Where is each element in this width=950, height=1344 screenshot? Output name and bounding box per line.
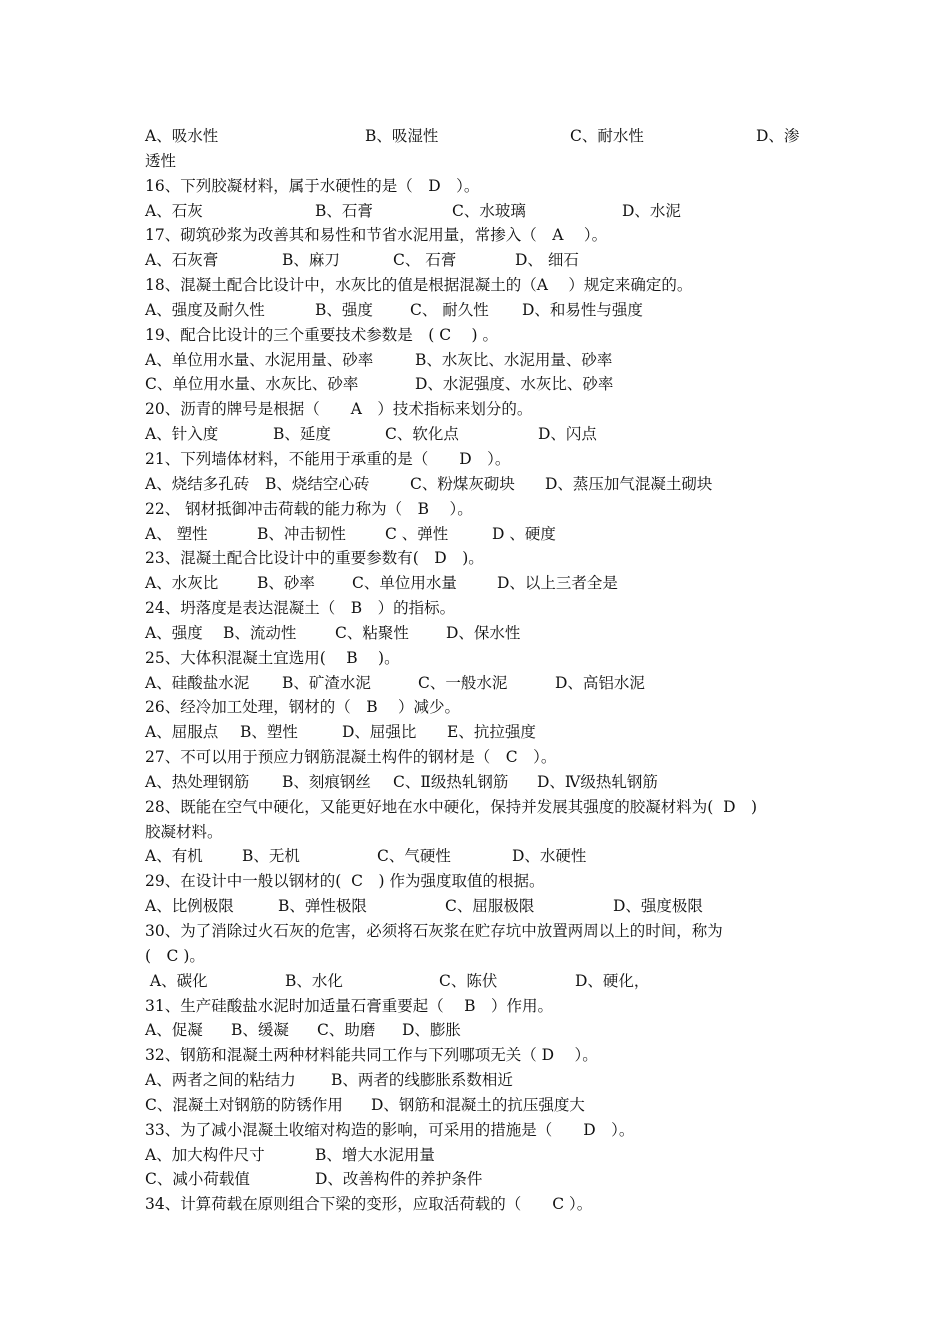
question-text-line: 18、混凝土配合比设计中，水灰比的值是根据混凝土的（A ）规定来确定的。 xyxy=(145,276,693,295)
question-text-line: 21、下列墙体材料，不能用于承重的是（ D ）。 xyxy=(145,449,511,468)
question-text-line: 20、沥青的牌号是根据（ A ）技术指标来划分的。 xyxy=(145,400,533,419)
answer-options-line xyxy=(145,522,810,547)
answer-option: A、屈服点 xyxy=(145,723,219,742)
answer-option: C、一般水泥 xyxy=(418,673,508,692)
answer-option: D、Ⅳ级热轧钢筋 xyxy=(537,772,658,791)
answer-option: D、水硬性 xyxy=(512,847,587,866)
question-text-line: 19、配合比设计的三个重要技术参数是 ( C ) 。 xyxy=(145,325,498,344)
answer-option: C、粘聚性 xyxy=(335,623,409,642)
answer-option: B、缓凝 xyxy=(231,1021,289,1040)
answer-option: B、水灰比、水泥用量、砂率 xyxy=(415,350,613,369)
answer-option: C、助磨 xyxy=(317,1021,376,1040)
answer-option: A、吸水性 xyxy=(145,127,219,145)
answer-option: C、单位用水量、水灰比、砂率 xyxy=(145,375,359,394)
answer-option: A、强度及耐久性 xyxy=(145,300,265,319)
question-text-line: ( C )。 xyxy=(145,946,205,965)
answer-options-line xyxy=(145,1068,810,1093)
question-text-line: 27、不可以用于预应力钢筋混凝土构件的钢材是（ C ）。 xyxy=(145,748,557,767)
answer-options-line xyxy=(145,1018,810,1043)
answer-option: A、热处理钢筋 xyxy=(145,772,250,791)
answer-options-line xyxy=(145,348,810,373)
answer-options-line xyxy=(145,770,810,795)
answer-option: D、蒸压加气混凝土砌块 xyxy=(545,474,713,493)
answer-option: B、强度 xyxy=(315,300,373,319)
answer-option: A、有机 xyxy=(145,847,203,866)
answer-option: B、增大水泥用量 xyxy=(315,1145,435,1164)
answer-option: B、烧结空心砖 xyxy=(265,474,370,493)
answer-option: D 、硬度 xyxy=(492,524,556,543)
question-text-line: 32、钢筋和混凝土两种材料能共同工作与下列哪项无关（ D ）。 xyxy=(145,1046,598,1065)
answer-option: C、软化点 xyxy=(385,425,459,444)
answer-options-line xyxy=(145,298,810,323)
question-text-line: 22、 钢材抵御冲击荷载的能力称为（ B ）。 xyxy=(145,499,473,518)
answer-option: B、延度 xyxy=(273,425,331,444)
question-text-line: 16、下列胶凝材料，属于水硬性的是（ D ）。 xyxy=(145,176,480,195)
answer-options-line xyxy=(145,1167,810,1192)
answer-option: E、抗拉强度 xyxy=(447,723,536,742)
answer-option: B、石膏 xyxy=(315,201,373,220)
answer-option: C、陈伏 xyxy=(439,971,498,990)
answer-option: C、屈服极限 xyxy=(445,897,535,916)
answer-option: C、 石膏 xyxy=(393,251,457,270)
answer-option: D、保水性 xyxy=(446,623,521,642)
answer-option: D、 细石 xyxy=(515,251,579,270)
answer-option: A、两者之间的粘结力 xyxy=(145,1071,296,1090)
answer-option: D、硬化， xyxy=(575,971,650,990)
question-text-line: 23、混凝土配合比设计中的重要参数有( D )。 xyxy=(145,549,484,568)
answer-options-line xyxy=(145,199,810,224)
question-text-line: 25、大体积混凝土宜选用( B )。 xyxy=(145,648,400,667)
answer-option: B、塑性 xyxy=(240,723,298,742)
answer-option: C、Ⅱ级热轧钢筋 xyxy=(393,772,509,791)
answer-option: A、碳化 xyxy=(145,971,208,990)
answer-option: D、水泥强度、水灰比、砂率 xyxy=(415,375,614,394)
answer-option: C 、弹性 xyxy=(385,524,449,543)
answer-option: A、比例极限 xyxy=(145,897,234,916)
question-text-line: 29、在设计中一般以钢材的( C ) 作为强度取值的根据。 xyxy=(145,872,545,891)
answer-option: A、加大构件尺寸 xyxy=(145,1145,265,1164)
answer-option: D、渗 xyxy=(756,127,800,145)
answer-option: D、闪点 xyxy=(538,425,597,444)
answer-option: D、屈强比 xyxy=(342,723,417,742)
answer-option: B、无机 xyxy=(242,847,300,866)
answer-option: C、耐水性 xyxy=(570,127,644,145)
answer-option: D、强度极限 xyxy=(613,897,703,916)
answer-option: B、麻刀 xyxy=(282,251,340,270)
answer-option: A、烧结多孔砖 xyxy=(145,474,250,493)
question-text-line: 33、为了减小混凝土收缩对构造的影响，可采用的措施是（ D ）。 xyxy=(145,1120,635,1139)
answer-option: A、单位用水量、水泥用量、砂率 xyxy=(145,350,374,369)
answer-option: A、硅酸盐水泥 xyxy=(145,673,250,692)
answer-options-line xyxy=(145,372,810,397)
answer-options-line xyxy=(145,720,810,745)
answer-options-line xyxy=(145,124,810,149)
answer-option: C、水玻璃 xyxy=(452,201,526,220)
answer-option: C、粉煤灰砌块 xyxy=(410,474,515,493)
answer-option: C、单位用水量 xyxy=(352,574,457,593)
answer-option: A、石灰膏 xyxy=(145,251,219,270)
answer-option: B、吸湿性 xyxy=(365,127,439,145)
answer-option: B、水化 xyxy=(285,971,343,990)
answer-option: C、减小荷载值 xyxy=(145,1170,250,1189)
answer-option: A、水灰比 xyxy=(145,574,219,593)
answer-option: B、矿渣水泥 xyxy=(282,673,371,692)
answer-options-line xyxy=(145,1093,810,1118)
question-text-line: 31、生产硅酸盐水泥时加适量石膏重要起（ B ）作用。 xyxy=(145,996,554,1015)
answer-option: D、改善构件的养护条件 xyxy=(315,1170,483,1189)
answer-option: D、和易性与强度 xyxy=(522,300,643,319)
answer-option: B、冲击韧性 xyxy=(257,524,346,543)
answer-option: D、高铝水泥 xyxy=(555,673,645,692)
answer-option: A、 塑性 xyxy=(145,524,208,543)
answer-option: C、 耐久性 xyxy=(410,300,489,319)
answer-options-line xyxy=(145,621,810,646)
answer-options-line xyxy=(145,671,810,696)
answer-options-line xyxy=(145,422,810,447)
answer-option: D、膨胀 xyxy=(402,1021,461,1040)
answer-option: C、气硬性 xyxy=(377,847,451,866)
question-text-line: 34、计算荷载在原则组合下梁的变形，应取活荷载的（ C ）。 xyxy=(145,1195,593,1214)
question-text-line: 24、坍落度是表达混凝土（ B ）的指标。 xyxy=(145,599,456,618)
question-text-line: 胶凝材料。 xyxy=(145,822,223,841)
answer-option: B、两者的线膨胀系数相近 xyxy=(331,1071,513,1090)
answer-options-line xyxy=(145,571,810,596)
answer-option: B、刻痕钢丝 xyxy=(282,772,371,791)
question-text-line: 17、砌筑砂浆为改善其和易性和节省水泥用量，常掺入（ A ）。 xyxy=(145,226,608,245)
answer-options-line xyxy=(145,969,810,994)
answer-option: A、石灰 xyxy=(145,201,203,220)
answer-options-line xyxy=(145,248,810,273)
question-text-line: 28、既能在空气中硬化，又能更好地在水中硬化，保持并发展其强度的胶凝材料为( D ) xyxy=(145,797,758,816)
answer-options-line xyxy=(145,894,810,919)
answer-option: C、混凝土对钢筋的防锈作用 xyxy=(145,1095,343,1114)
answer-option: A、强度 xyxy=(145,623,203,642)
answer-options-line xyxy=(145,472,810,497)
answer-option: B、流动性 xyxy=(223,623,297,642)
answer-option: D、以上三者全是 xyxy=(497,574,618,593)
question-list xyxy=(145,124,810,1217)
question-text-line: 透性 xyxy=(145,151,177,170)
answer-option: B、砂率 xyxy=(257,574,315,593)
answer-options-line xyxy=(145,1143,810,1168)
answer-option: D、钢筋和混凝土的抗压强度大 xyxy=(371,1095,585,1114)
question-text-line: 26、经冷加工处理，钢材的（ B ）减少。 xyxy=(145,698,461,717)
answer-option: A、针入度 xyxy=(145,425,219,444)
answer-option: D、水泥 xyxy=(622,201,681,220)
answer-option: B、弹性极限 xyxy=(278,897,367,916)
answer-option: A、促凝 xyxy=(145,1021,203,1040)
question-text-line: 30、为了消除过火石灰的危害，必须将石灰浆在贮存坑中放置两周以上的时间，称为 xyxy=(145,922,723,940)
answer-options-line xyxy=(145,844,810,869)
